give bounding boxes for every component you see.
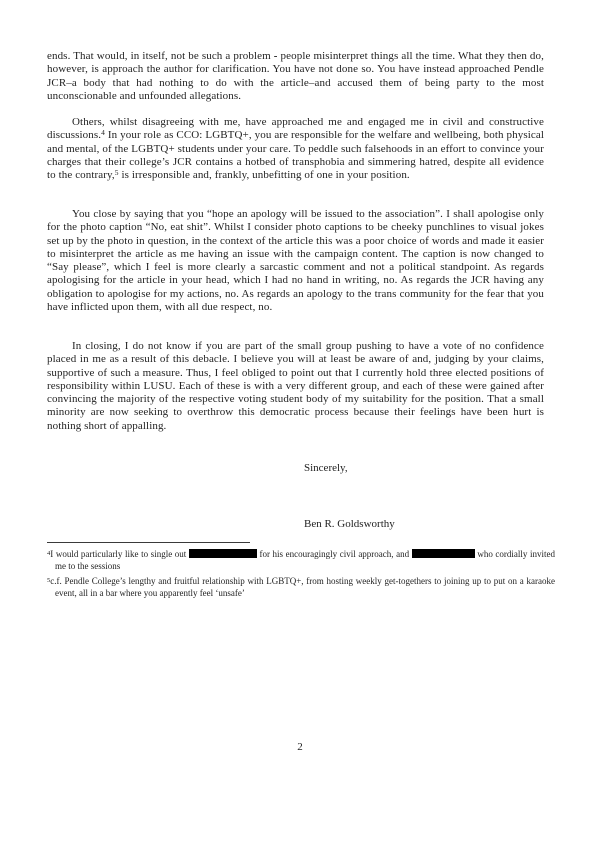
footnote-4 xyxy=(47,548,555,572)
footnote-text: I would particularly like to single out xyxy=(50,549,189,559)
letter-paragraph-3 xyxy=(47,208,544,314)
paragraph-text: people misinterpret things all the time. What they then do, however, is approach the author for clarification. You have not done so. You have instead approached Pendle JCR–a body that had nothing to do with the article–and accused them of being party to the most unconscionable and unfounded allegations. xyxy=(47,50,544,102)
page-number: 2 xyxy=(297,741,303,753)
closing-salutation: Sincerely, xyxy=(304,462,348,474)
paragraph-text: Others, whilst disagreeing with me, have approached me and engaged me in civil and constructive discussions. xyxy=(47,116,544,142)
footnote-rule xyxy=(47,542,250,543)
paragraph-text: In closing, I do not know if you are part of the small group pushing to have a vote of no confidence placed in me as a result of this debacle. I believe you will at least be aware of and, judging by your claims, supportive of such a measure. Thus, I feel obliged to point out that I currently hold three elected positions of responsibility within LUSU. Each of these is with a very different group, and each of these were gained after convincing the majority of the respective voting student body of my suitability for the position. That a small minority are now seeking to overthrow this democratic process because their feelings have been hurt is nothing short of appalling. xyxy=(47,340,544,432)
footnote-text: c.f. Pendle College’s lengthy and fruitful relationship with LGBTQ+, from hosting weekly get-togethers to joining up to put on a karaoke event, all in a bar where you apparently feel ‘unsafe’ xyxy=(50,576,555,598)
redaction-bar xyxy=(189,549,257,558)
paragraph-text: You close by saying that you “hope an apology will be issued to the association”. I shall apologise only for the photo caption “No, eat shit”. Whilst I consider photo captions to be cheeky punchlines to visual jokes set up by the photo in question, in the context of the article this was a poor choice of words and made it easier to misinterpret the article as me having an issue with the campaign content. The caption is now changed to “Say please”, which I feel is more clearly a sarcastic comment and not a political standpoint. As regards apologising for the article in your head, which I had no hand in writing, no. As regards the JCR having any obligation to apologise for my actions, no. As regards an apology to the trans community for the fear that you have inflicted upon them, with all due respect, no. xyxy=(47,208,544,314)
bold-dash: - xyxy=(273,50,278,62)
footnote-marker-5: 5 xyxy=(114,167,119,177)
paragraph-text: In your role as CCO: LGBTQ+, you are responsible for the welfare and wellbeing, both physical and mental, of the LGBTQ+ students under your care. To peddle such falsehoods in an effort to convince your charges that their college’s JCR contains a hotbed of transphobia and simmering hatred, despite all evidence to the contrary, xyxy=(47,129,544,182)
paragraph-text: is irresponsible and, frankly, unbefitting of one in your position. xyxy=(118,169,410,182)
letter-paragraph-4 xyxy=(47,340,544,433)
footnote-marker-4: 4 xyxy=(101,127,105,137)
redaction-bar xyxy=(412,549,475,558)
footnote-text: for his encouragingly civil approach, and xyxy=(256,549,412,559)
footnote-5 xyxy=(47,575,555,599)
paragraph-text: ends. That would, in itself, not be such a problem xyxy=(47,50,274,62)
letter-paragraph-2 xyxy=(47,116,544,182)
letter-paragraph-1 xyxy=(47,50,544,103)
footnote-5-marker: 5 xyxy=(47,576,51,584)
footnote-text: who cordially invited me to the sessions xyxy=(55,549,555,571)
footnote-4-marker: 4 xyxy=(47,549,51,557)
signature-name: Ben R. Goldsworthy xyxy=(304,518,395,530)
